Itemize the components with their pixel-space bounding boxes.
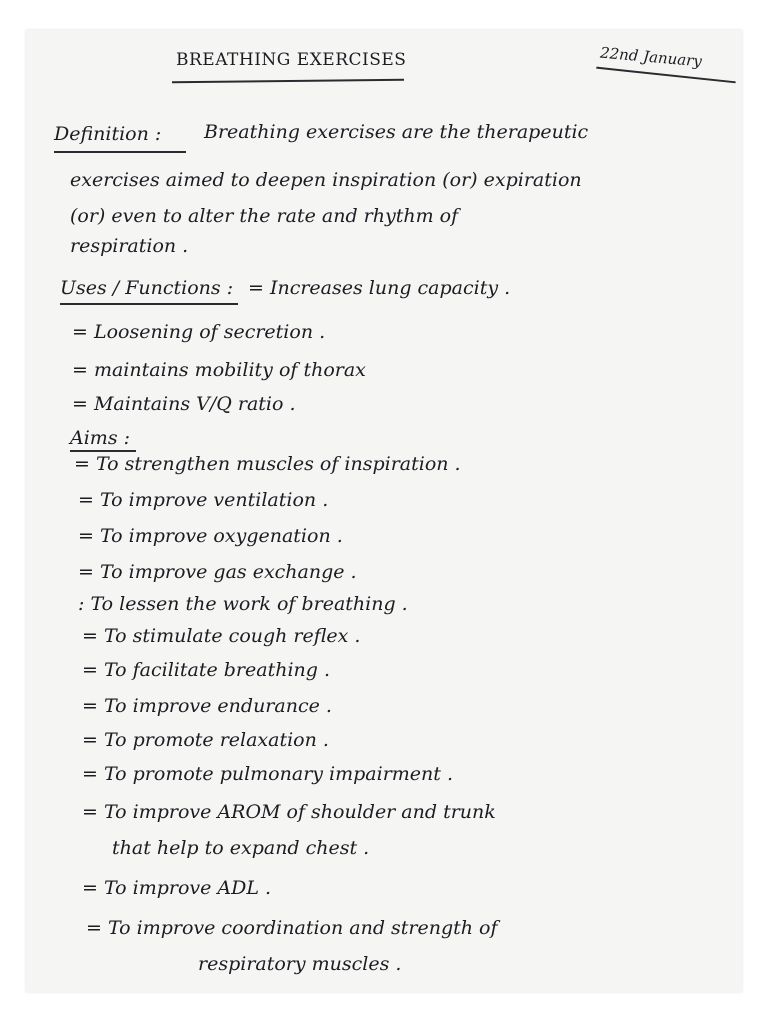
- aims-item-continuation: respiratory muscles .: [198, 953, 402, 975]
- aims-item: = To promote pulmonary impairment .: [82, 763, 454, 785]
- aims-item: = To improve ventilation .: [78, 489, 329, 511]
- date-underline: [596, 67, 735, 83]
- aims-item: = To improve endurance .: [82, 695, 332, 717]
- uses-item: = Loosening of secretion .: [72, 321, 326, 343]
- aims-item: = To promote relaxation .: [82, 729, 329, 751]
- aims-item: = To facilitate breathing .: [82, 659, 330, 681]
- aims-item: = To improve gas exchange .: [78, 561, 357, 583]
- definition-line: exercises aimed to deepen inspiration (or) expiration: [70, 169, 582, 191]
- definition-line: respiration .: [70, 235, 189, 257]
- definition-line: Breathing exercises are the therapeutic: [204, 121, 589, 143]
- title-underline: [172, 79, 404, 83]
- aims-item: : To lessen the work of breathing .: [78, 593, 408, 615]
- page-title: BREATHING EXERCISES: [176, 50, 407, 70]
- aims-heading: Aims :: [70, 427, 131, 449]
- aims-item: = To strengthen muscles of inspiration .: [74, 453, 461, 475]
- uses-item: = Maintains V/Q ratio .: [72, 393, 296, 415]
- notebook-page: [26, 30, 742, 992]
- uses-heading: Uses / Functions :: [60, 277, 234, 299]
- aims-item: = To improve coordination and strength of: [86, 917, 498, 939]
- uses-item: = Increases lung capacity .: [248, 277, 511, 299]
- aims-item: = To stimulate cough reflex .: [82, 625, 361, 647]
- aims-item: = To improve oxygenation .: [78, 525, 343, 547]
- aims-item: = To improve AROM of shoulder and trunk: [82, 801, 496, 823]
- definition-heading-underline: [54, 151, 186, 153]
- uses-heading-underline: [60, 303, 238, 305]
- page-date: 22nd January: [599, 43, 703, 71]
- aims-item: = To improve ADL .: [82, 877, 272, 899]
- definition-line: (or) even to alter the rate and rhythm of: [70, 205, 459, 227]
- aims-item-continuation: that help to expand chest .: [112, 837, 370, 859]
- uses-item: = maintains mobility of thorax: [72, 359, 366, 381]
- definition-heading: Definition :: [54, 123, 162, 145]
